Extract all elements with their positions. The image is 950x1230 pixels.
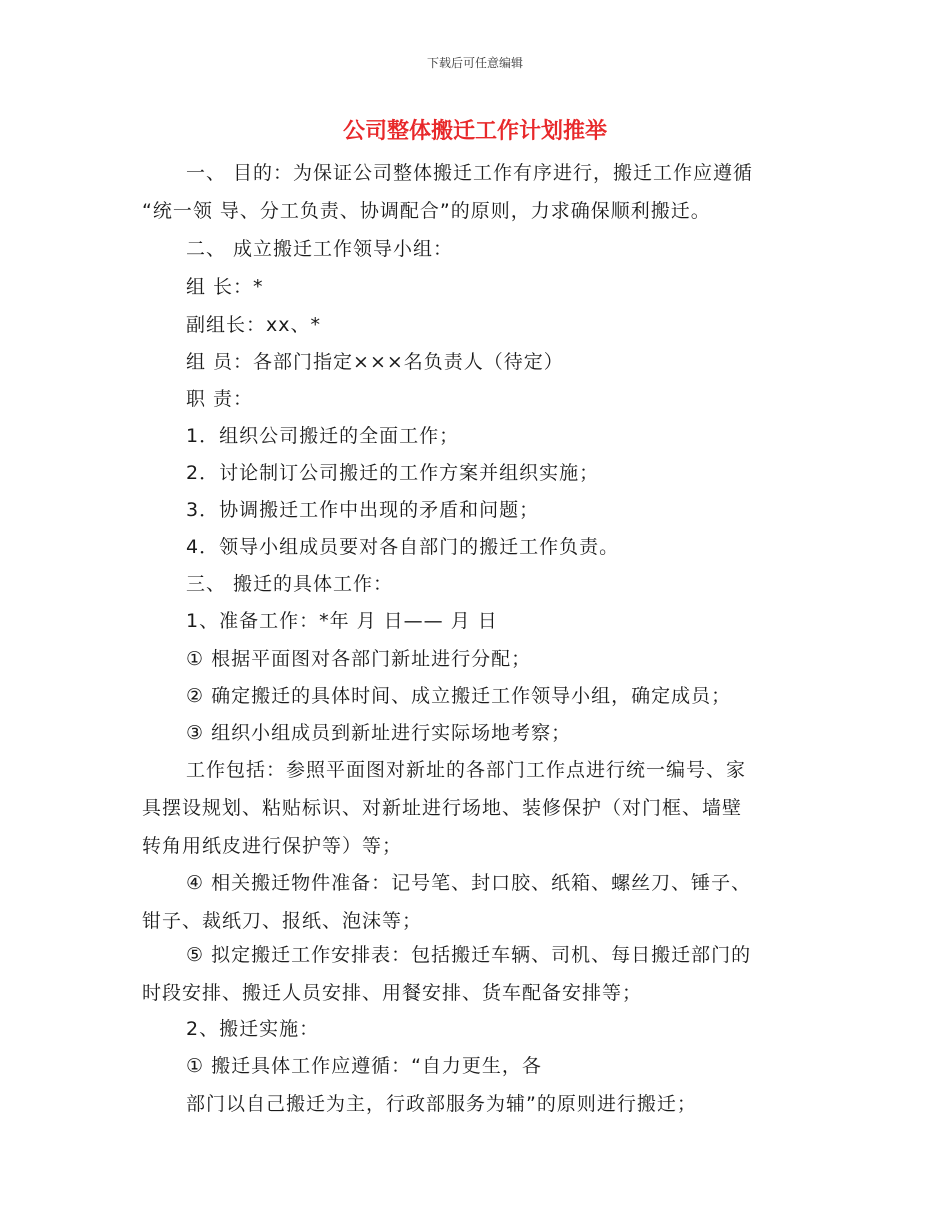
paragraph-line: 时段安排、搬迁人员安排、用餐安排、货车配备安排等； (142, 982, 643, 1004)
implementation-item-1: ① 搬迁具体工作应遵循：“自力更生，各 (186, 1055, 542, 1077)
paragraph-line: 钳子、裁纸刀、报纸、泡沫等； (142, 910, 423, 932)
implementation-heading: 2、搬迁实施： (186, 1018, 320, 1040)
duty-item-4: 4．领导小组成员要对各自部门的搬迁工作负责。 (186, 536, 620, 558)
paragraph-line: 具摆设规划、粘贴标识、对新址进行场地、装修保护（对门框、墙壁 (142, 797, 743, 819)
preparation-heading: 1、准备工作：*年 月 日—— 月 日 (186, 610, 498, 632)
leader-line: 组 长：* (186, 276, 264, 298)
paragraph-line: 工作包括：参照平面图对新址的各部门工作点进行统一编号、家 (186, 759, 747, 781)
section-heading-specific-work: 三、 搬迁的具体工作： (186, 573, 394, 595)
prep-item-4 (142, 864, 810, 940)
prep-item-2: ② 确定搬迁的具体时间、成立搬迁工作领导小组，确定成员； (186, 685, 732, 707)
deputy-leader-line: 副组长：xx、* (186, 314, 321, 336)
paragraph-line: ④ 相关搬迁物件准备：记号笔、封口胶、纸箱、螺丝刀、锤子、 (186, 872, 752, 894)
work-includes-paragraph (142, 751, 810, 865)
prep-item-5 (142, 936, 810, 1012)
section-heading-leadership: 二、 成立搬迁工作领导小组： (186, 238, 454, 260)
duties-heading: 职 责： (186, 388, 254, 410)
duty-item-3: 3．协调搬迁工作中出现的矛盾和问题； (186, 499, 540, 521)
paragraph-line: 转角用纸皮进行保护等）等； (142, 835, 403, 857)
paragraph-line: “统一领 导、分工负责、协调配合”的原则，力求确保顺利搬迁。 (142, 200, 711, 222)
paragraph-purpose (142, 154, 810, 230)
prep-item-3: ③ 组织小组成员到新址进行实际场地考察； (186, 722, 572, 744)
implementation-item-1-continued: 部门以自己搬迁为主，行政部服务为辅”的原则进行搬迁； (186, 1093, 697, 1115)
header-note: 下载后可任意编辑 (426, 56, 523, 70)
members-line: 组 员：各部门指定×××名负责人（待定） (186, 351, 564, 373)
prep-item-1: ① 根据平面图对各部门新址进行分配； (186, 648, 532, 670)
duty-item-2: 2．讨论制订公司搬迁的工作方案并组织实施； (186, 462, 600, 484)
duty-item-1: 1．组织公司搬迁的全面工作； (186, 425, 460, 447)
paragraph-line: 一、 目的：为保证公司整体搬迁工作有序进行，搬迁工作应遵循 (186, 162, 754, 184)
document-title: 公司整体搬迁工作计划推举 (342, 119, 607, 144)
paragraph-line: ⑤ 拟定搬迁工作安排表：包括搬迁车辆、司机、每日搬迁部门的 (186, 944, 752, 966)
